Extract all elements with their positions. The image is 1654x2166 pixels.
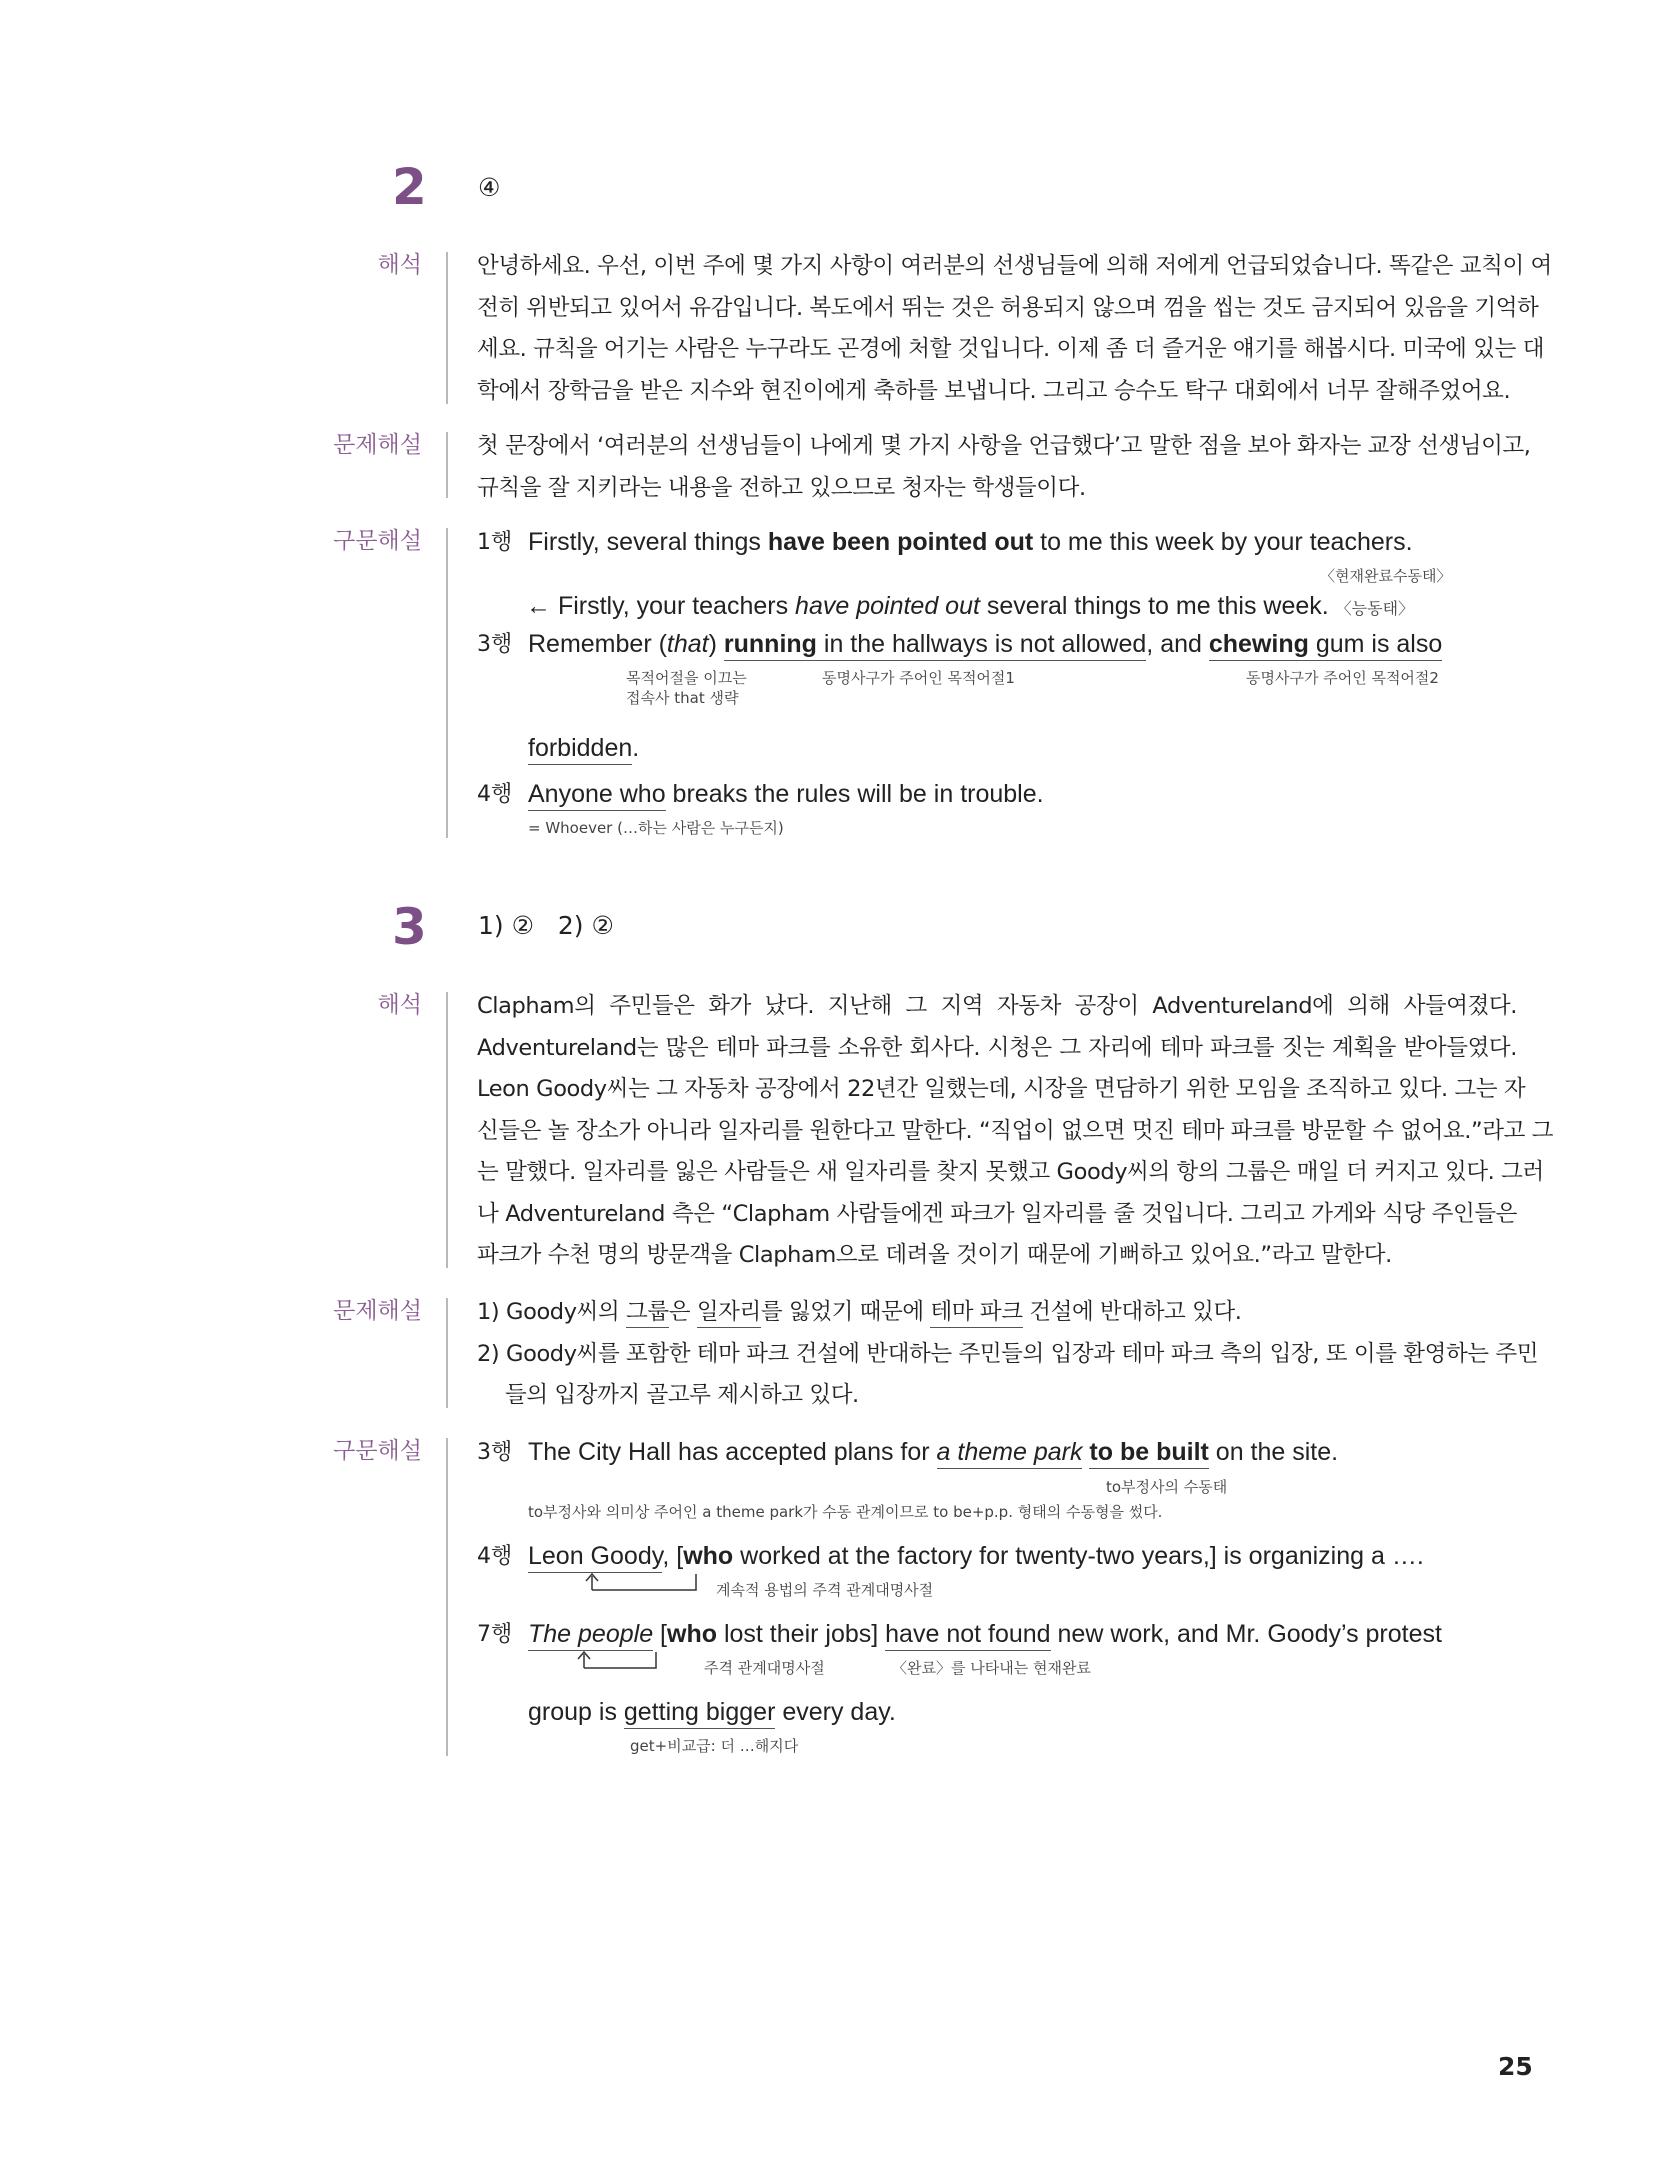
interpretation-text — [477, 246, 1552, 412]
question-number-2: 2 — [392, 158, 427, 216]
sentence-italic: that — [666, 630, 709, 658]
text-line: 나 Adventureland 측은 “Clapham 사람들에겐 파크가 일자리를 줄 것입니다. 그리고 가게와 식당 주인들은 — [477, 1200, 1517, 1227]
sentence-part: [ — [653, 1620, 668, 1648]
line-number: 7행 — [477, 1622, 513, 1647]
divider — [446, 1298, 448, 1408]
label-problem-explanation: 문제해설 — [333, 432, 422, 458]
text-line: 안녕하세요. 우선, 이번 주에 몇 가지 사항이 여러분의 선생님들에 의해 저에게 언급되었습니다. 똑같은 교칙이 여 — [477, 253, 1552, 279]
text-line — [477, 1292, 1517, 1334]
text-line: 2) Goody씨를 포함한 테마 파크 건설에 반대하는 주민들의 입장과 테마 파크 측의 입장, 또 이를 환영하는 주민 — [477, 1340, 1539, 1367]
grammar-note: to부정사와 의미상 주어인 a theme park가 수동 관계이므로 to be+p.p. 형태의 수동형을 썼다. — [528, 1503, 1163, 1521]
sentence-part: ← Firstly, your teachers — [526, 592, 796, 620]
line-number: 3행 — [477, 632, 513, 657]
syntax-sentence — [528, 1440, 1338, 1465]
sentence-part: lost their jobs] — [717, 1620, 886, 1648]
label-problem-explanation: 문제해설 — [333, 1298, 422, 1324]
sentence-bold: who — [683, 1542, 734, 1570]
text-part: 를 잃었기 때문에 — [760, 1299, 931, 1325]
syntax-sentence-cont — [528, 736, 639, 761]
sentence-bold: have been pointed out — [767, 528, 1034, 556]
line-number: 1행 — [477, 530, 513, 555]
sentence-bold: who — [667, 1620, 718, 1648]
grammar-note: 동명사구가 주어인 목적어절1 — [822, 669, 1015, 687]
problem-explanation-text — [477, 426, 1531, 509]
answer-3: 1) ② 2) ② — [478, 911, 614, 940]
line-number: 3행 — [477, 1440, 513, 1465]
label-syntax-explanation: 구문해설 — [333, 528, 422, 554]
sentence-part: Firstly, several things — [528, 528, 768, 556]
sentence-part: forbidden — [528, 734, 632, 765]
sentence-bold: running — [723, 630, 817, 658]
sentence-part: in the hallways is not allowed — [816, 630, 1147, 658]
text-line: 세요. 규칙을 어기는 사람은 누구라도 곤경에 처할 것입니다. 이제 좀 더 즐거운 얘기를 해봅시다. 미국에 있는 대 — [477, 336, 1545, 362]
text-line: 신들은 놀 장소가 아니라 일자리를 원한다고 말한다. “직업이 없으면 멋진 테마 파크를 방문할 수 없어요.”라고 그 — [477, 1117, 1554, 1144]
divider — [446, 528, 448, 838]
sentence-part: every day. — [775, 1698, 896, 1726]
sentence-part: on the site. — [1208, 1438, 1339, 1466]
sentence-part: The City Hall has accepted plans for — [528, 1438, 937, 1466]
sentence-underlined: Leon Goody — [528, 1542, 662, 1573]
text-line: 규칙을 잘 지키라는 내용을 전하고 있으므로 청자는 학생들이다. — [477, 474, 1086, 501]
text-line: Leon Goody씨는 그 자동차 공장에서 22년간 일했는데, 시장을 면담하기 위한 모임을 조직하고 있다. 그는 자 — [477, 1076, 1526, 1102]
syntax-sentence — [528, 530, 1413, 555]
sentence-part: to me this week by your teachers. — [1033, 528, 1413, 556]
text-line: 는 말했다. 일자리를 잃은 사람들은 새 일자리를 찾지 못했고 Goody씨의 항의 그룹은 매일 더 커지고 있다. 그러 — [477, 1159, 1544, 1185]
divider — [446, 992, 448, 1268]
sentence-part: , and — [1146, 630, 1209, 658]
text-line: 첫 문장에서 ‘여러분의 선생님들이 나에게 몇 가지 사항을 언급했다’고 말한 점을 보아 화자는 교장 선생님이고, — [477, 433, 1531, 459]
syntax-sentence-alt — [526, 594, 1414, 621]
sentence-part: worked at the factory for twenty-two years,] is organizing a …. — [733, 1542, 1424, 1570]
sentence-part: several things to me this week. — [979, 592, 1329, 620]
divider — [446, 1438, 448, 1756]
sentence-part: breaks the rules will be in trouble. — [665, 780, 1044, 808]
grammar-note: 목적어절을 이끄는 접속사 that 생략 — [626, 669, 747, 708]
label-syntax-explanation: 구문해설 — [333, 1438, 422, 1464]
sentence-part: , [ — [662, 1542, 684, 1570]
problem-explanation-text — [477, 1292, 1539, 1417]
text-underlined: 그룹 — [626, 1299, 669, 1328]
sentence-italic: a theme park — [937, 1438, 1083, 1469]
syntax-sentence-cont — [528, 1700, 896, 1725]
sentence-italic: have pointed out — [795, 592, 980, 620]
sentence-part: . — [632, 734, 640, 762]
text-part: 건설에 반대하고 있다. — [1022, 1299, 1242, 1325]
syntax-sentence — [528, 1544, 1424, 1569]
grammar-note: 〈완료〉를 나타내는 현재완료 — [892, 1659, 1091, 1677]
page-number: 25 — [1498, 2052, 1533, 2081]
grammar-note: 계속적 용법의 주격 관계대명사절 — [716, 1581, 934, 1599]
syntax-sentence — [528, 782, 1044, 807]
line-number: 4행 — [477, 1544, 513, 1569]
question-number-3: 3 — [392, 898, 427, 956]
sentence-part: new work, and Mr. Goody’s protest — [1050, 1620, 1442, 1648]
reference-arrow-icon — [580, 1568, 710, 1598]
sentence-part: gum is also — [1308, 630, 1443, 658]
label-interpretation: 해석 — [377, 252, 422, 278]
grammar-note: 〈능동태〉 — [1335, 601, 1415, 618]
text-part: 1) Goody씨의 — [477, 1299, 627, 1325]
grammar-note: 주격 관계대명사절 — [704, 1659, 825, 1677]
reference-arrow-icon — [572, 1646, 672, 1676]
sentence-part: ) — [708, 630, 724, 658]
divider — [446, 252, 448, 404]
sentence-italic: The people — [528, 1620, 653, 1651]
sentence-underlined: Anyone who — [528, 780, 666, 811]
grammar-note: get+비교급: 더 …해지다 — [630, 1737, 799, 1755]
syntax-sentence — [528, 1622, 1442, 1647]
sentence-underlined: have not found — [885, 1620, 1050, 1651]
sentence-underlined: getting bigger — [624, 1698, 776, 1729]
text-line: 전히 위반되고 있어서 유감입니다. 복도에서 뛰는 것은 허용되지 않으며 껌을 씹는 것도 금지되어 있음을 기억하 — [477, 294, 1539, 321]
text-line: Adventureland는 많은 테마 파크를 소유한 회사다. 시청은 그 자리에 테마 파크를 짓는 계획을 받아들였다. — [477, 1034, 1517, 1061]
text-line: 학에서 장학금을 받은 지수와 현진이에게 축하를 보냅니다. 그리고 승수도 탁구 대회에서 너무 잘해주었어요. — [477, 377, 1511, 404]
text-line: Clapham의 주민들은 화가 났다. 지난해 그 지역 자동차 공장이 Adventureland에 의해 사들여졌다. — [477, 993, 1517, 1019]
interpretation-text — [477, 986, 1554, 1277]
answer-2: ④ — [478, 173, 501, 202]
text-underlined: 테마 파크 — [930, 1299, 1022, 1328]
sentence-bold: chewing — [1208, 630, 1309, 658]
sentence-part: Remember ( — [528, 630, 667, 658]
text-line: 들의 입장까지 골고루 제시하고 있다. — [505, 1382, 859, 1408]
text-underlined: 일자리 — [697, 1299, 761, 1328]
syntax-sentence — [528, 632, 1442, 657]
text-line: 파크가 수천 명의 방문객을 Clapham으로 데려올 것이기 때문에 기뻐하고 있어요.”라고 말한다. — [477, 1242, 1392, 1268]
grammar-note: 동명사구가 주어인 목적어절2 — [1246, 669, 1439, 687]
grammar-note: = Whoever (…하는 사람은 누구든지) — [528, 819, 784, 837]
line-number: 4행 — [477, 782, 513, 807]
grammar-note: to부정사의 수동태 — [1106, 1478, 1228, 1496]
text-part: 은 — [668, 1299, 697, 1325]
grammar-note: 〈현재완료수동태〉 — [1320, 567, 1452, 585]
label-interpretation: 해석 — [377, 992, 422, 1018]
sentence-part: group is — [528, 1698, 624, 1726]
sentence-bold: to be built — [1089, 1438, 1208, 1469]
divider — [446, 432, 448, 498]
